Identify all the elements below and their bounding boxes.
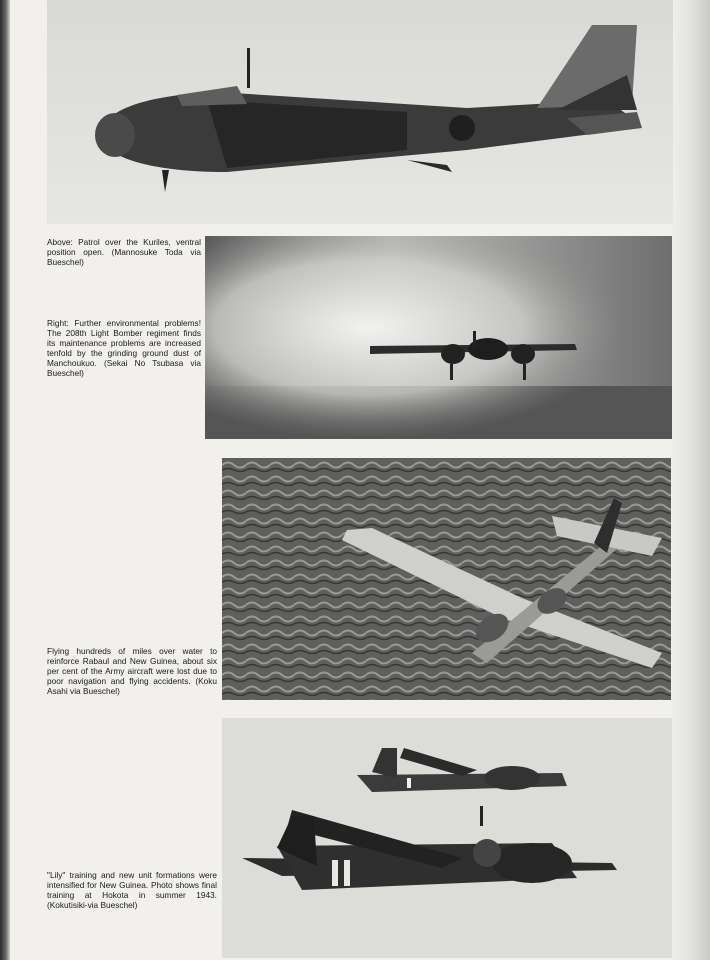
- caption-over-water: Flying hundreds of miles over water to reinforce Rabaul and New Guinea, about six per cent of the Army aircraft were lost due to poor navigation and flying accidents. (Koku Asahi via Bueschel): [47, 646, 217, 696]
- aircraft-photo-4: [222, 718, 672, 958]
- caption-above: Above: Patrol over the Kuriles, ventral position open. (Mannosuke Toda via Bueschel): [47, 237, 201, 267]
- page-edge-shadow: [670, 0, 710, 960]
- photo-lily-formation: [222, 718, 672, 958]
- photo-over-water: [222, 458, 671, 700]
- caption-right: Right: Further environmental problems! The 208th Light Bomber regiment finds its maintenance problems are increased tenfold by the grinding ground dust of Manchoukuo. (Sekai No Tsubasa via Bueschel): [47, 318, 201, 378]
- photo-patrol-kuriles: [47, 0, 673, 224]
- caption-lily-training: "Lily" training and new unit formations were intensified for New Guinea. Photo shows final training at Hokota in summer 1943. (Kokutisiki-via Bueschel): [47, 870, 217, 910]
- photo-ground-dust: [205, 236, 672, 439]
- book-spine-shadow: [0, 0, 10, 960]
- aircraft-photo-1: [47, 0, 673, 224]
- aircraft-photo-3: [222, 458, 671, 700]
- aircraft-photo-2: [205, 236, 672, 439]
